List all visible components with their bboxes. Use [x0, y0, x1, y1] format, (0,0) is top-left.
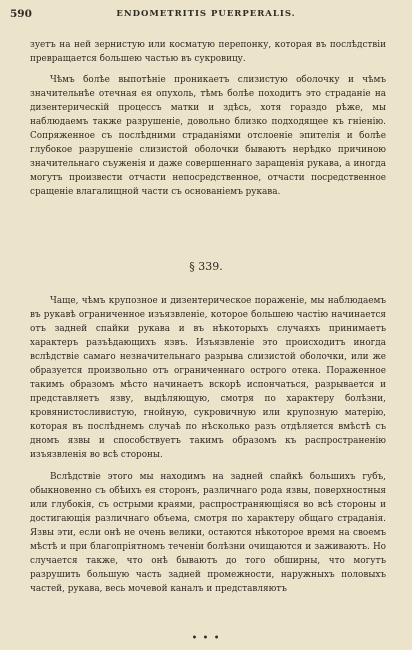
paragraph-2: Чѣмъ болѣе выпотѣніе проникаетъ слизистую оболочку и чѣмъ значительнѣе отечная ея опухоль, тѣмъ болѣе походитъ это страданіе на дизентерическій процессъ матки и здѣсь, хотя гораздо рѣже, мы наблюдаемъ также разрушеніе, довольно близко подходящее къ гніенію. Сопряженное съ послѣдними страданіями отслоеніе эпителія и болѣе глубокое разрушеніе слизистой оболочки бываютъ нерѣдко причиною значительнаго съуженія и даже совершеннаго заращенія рукава, а иногда могутъ произвести отчасти непосредственное, отчасти посредственное сращеніе влагалищной части съ основаніемъ рукава.	[30, 75, 386, 197]
paragraph-3: Чаще, чѣмъ крупозное и дизентерическое пораженіе, мы наблюдаемъ въ рукавѣ ограниченное изъязвленіе, которое большею частію начинается отъ задней спайки рукава и въ нѣкоторыхъ случаяхъ принимаетъ характеръ разъѣдающихъ язвъ. Изъязвленіе это происходитъ иногда вслѣдствіе самаго незначительнаго разрыва слизистой оболочки, или же образуется произвольно отъ ограниченнаго острого отека. Пораженное такимъ образомъ мѣсто начинаетъ вскорѣ испончаться, разрывается и представляетъ язву, выдѣляющую, смотря по характеру болѣзни, кровянистосливистую, гнойную, сукровичную или крупозную матерію, которая въ послѣднемъ случаѣ по нѣсколько разъ отдѣляется вмѣстѣ съ дномъ язвы и способствуетъ такимъ образомъ къ распространенію изъязвленія во всѣ стороны.	[30, 296, 386, 460]
running-head: ENDOMETRITIS PUERPERALIS.	[116, 9, 296, 19]
paragraph-1: зуетъ на ней зернистую или косматую перепонку, которая въ послѣдствіи превращается большею частью въ сукровицу.	[30, 40, 386, 64]
page-header	[10, 8, 402, 24]
paragraph-4: Вслѣдствіе этого мы находимъ на задней спайкѣ большихъ губъ, обыкновенно съ обѣихъ ея сторонъ, различнаго рода язвы, поверхностныя или глубокія, съ острыми краями, распространяющіяся во всѣ стороны и достигающія различнаго объема, смотря по характеру общаго страданія. Язвы эти, если онѣ не очень велики, остаются нѣкоторое время на своемъ мѣстѣ и при благопріятномъ теченіи болѣзни очищаются и заживаютъ. Но случается также, что онѣ бываютъ до того обширны, что могутъ разрушить большую часть задней промежности, наружныхъ половыхъ частей, рукава, весь мочевой каналъ и представляютъ	[30, 472, 386, 594]
section-heading: § 339.	[189, 260, 223, 273]
page-number: 590	[10, 8, 32, 20]
footer-ornament: • • •	[191, 633, 221, 644]
